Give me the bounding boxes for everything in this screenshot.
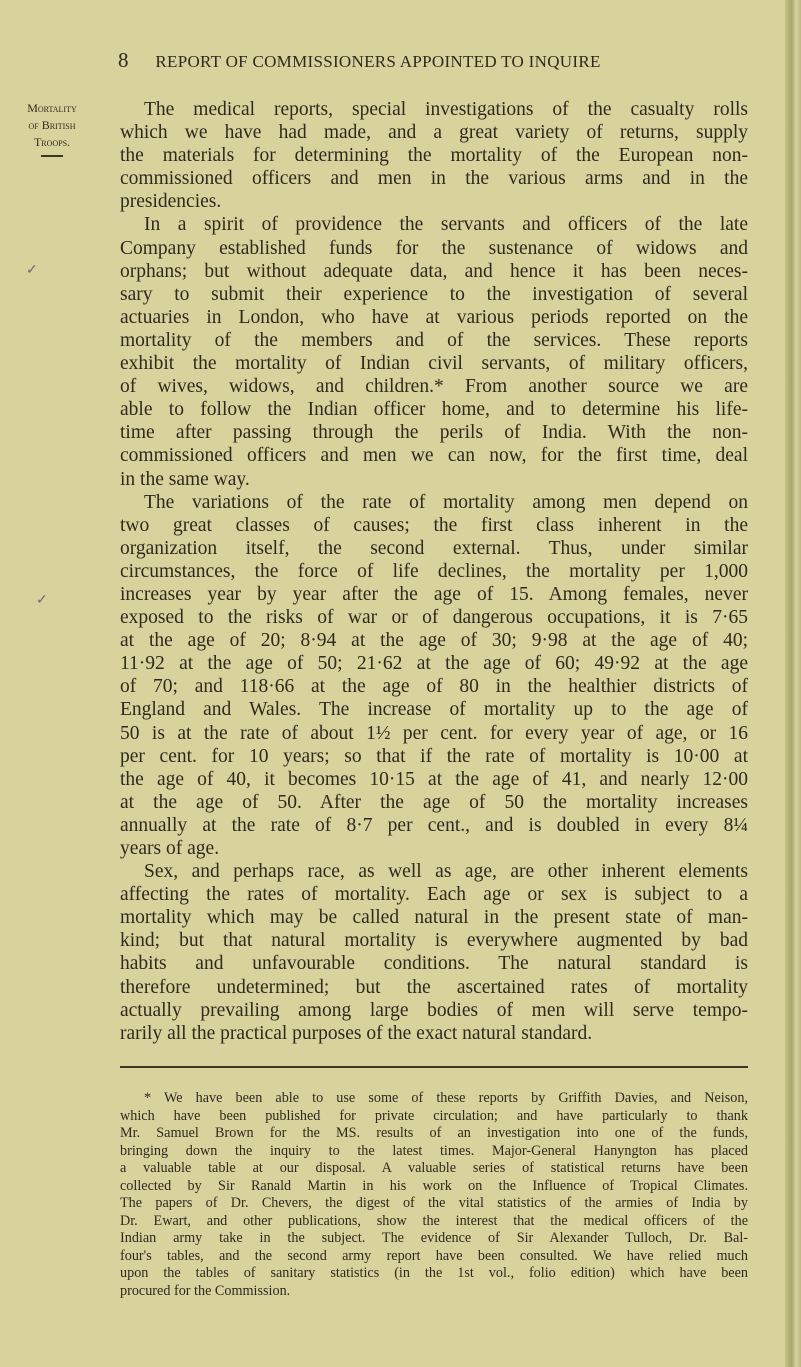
text-line: presidencies. [120,191,222,213]
running-header [118,48,758,73]
text-line: affecting the rates of mortality. Each age or sex is subject to a [120,884,748,906]
margin-note-line: Mortality [27,101,77,115]
text-line: the age of 40, it becomes 10·15 at the age of 41, and nearly 12·00 [120,768,748,790]
text-line: exposed to the risks of war or of dangerous occupations, it is 7·65 [120,607,748,629]
margin-note-line: of British [28,118,76,132]
text-line: kind; but that natural mortality is everywhere augmented by bad [120,930,748,952]
paragraph [120,860,748,1045]
footnote-line: a valuable table at our disposal. A valuable series of statistical returns have been [120,1160,748,1176]
pencil-check-mark: ✓ [36,593,48,608]
margin-dash [41,155,63,157]
text-line: therefore undetermined; but the ascertained rates of mortality [120,976,748,998]
text-line: The variations of the rate of mortality among men depend on [144,491,748,513]
paragraph [120,491,748,861]
footnote-line: which have been published for private circulation; and have particularly to thank [120,1107,748,1124]
footnote-line: Mr. Samuel Brown for the MS. results of an investigation into one of the funds, [120,1125,748,1141]
text-line: circumstances, the force of life declines, the mortality per 1,000 [120,560,748,582]
body-text [120,98,748,1045]
footnote-line: Dr. Ewart, and other publications, show the interest that the medical officers of the [120,1212,748,1229]
margin-note-line: Troops. [33,135,71,149]
text-line: exhibit the mortality of Indian civil servants, of military officers, [120,353,748,375]
text-line: actuaries in London, who have at various periods reported on the [120,306,748,328]
text-line: at the age of 50. After the age of 50 the mortality increases [120,791,748,813]
text-line: The medical reports, special investigations of the casualty rolls [144,99,748,120]
text-line: 11·92 at the age of 50; 21·62 at the age of 60; 49·92 at the age [120,653,748,675]
text-line: years of age. [120,838,220,859]
text-line: annually at the rate of 8·7 per cent., and is doubled in every 8¼ [120,814,748,836]
text-line: of 70; and 118·66 at the age of 80 in the healthier districts of [120,676,748,698]
text-line: 50 is at the rate of about 1½ per cent. for every year of age, or 16 [120,722,748,744]
text-line: which we have had made, and a great variety of returns, supply [120,122,748,144]
paragraph [120,98,748,213]
text-line: two great classes of causes; the first class inherent in the [120,514,748,536]
text-line: at the age of 20; 8·94 at the age of 30; 9·98 at the age of 40; [120,630,748,652]
margin-note [6,100,98,157]
text-line: mortality which may be called natural in the present state of man- [120,907,748,929]
text-line: orphans; but without adequate data, and hence it has been neces- [120,260,748,282]
running-title: REPORT OF COMMISSIONERS APPOINTED TO INQUIRE [155,52,601,71]
text-line: time after passing through the perils of India. With the non- [120,422,748,444]
text-line: commissioned officers and men in the various arms and in the [120,168,748,190]
text-line: of wives, widows, and children.* From another source we are [120,376,748,398]
text-line: England and Wales. The increase of mortality up to the age of [120,699,748,721]
paragraph [120,213,748,490]
footnote-line: * We have been able to use some of these reports by Griffith Davies, and Neison, [144,1090,748,1106]
text-line: sary to submit their experience to the investigation of several [120,283,748,305]
text-line: the materials for determining the mortality of the European non- [120,145,748,167]
text-line: actually prevailing among large bodies of men will serve tempo- [120,999,748,1021]
footnote-line: bringing down the inquiry to the latest times. Major-General Hanyngton has placed [120,1142,748,1159]
pencil-check-mark: ✓ [26,263,38,278]
text-line: habits and unfavourable conditions. The natural standard is [120,953,748,975]
text-line: able to follow the Indian officer home, and to determine his life- [120,399,748,421]
text-line: organization itself, the second external. Thus, under similar [120,537,748,559]
text-line: rarily all the practical purposes of the exact natural standard. [120,1022,593,1044]
footnote-line: four's tables, and the second army report have been consulted. We have relied much [120,1247,748,1264]
footnote-rule [120,1066,748,1068]
text-line: per cent. for 10 years; so that if the rate of mortality is 10·00 at [120,745,748,767]
footnote-line: procured for the Commission. [120,1282,291,1299]
footnote [120,1090,748,1300]
text-line: Company established funds for the sustenance of widows and [120,237,748,259]
book-spine-edge [785,0,801,1367]
text-line: increases year by year after the age of 15. Among females, never [120,583,748,605]
text-line: Sex, and perhaps race, as well as age, are other inherent elements [144,861,748,883]
page-number: 8 [118,48,129,72]
text-line: mortality of the members and of the services. These reports [120,329,748,351]
footnote-line: The papers of Dr. Chevers, the digest of the vital statistics of the armies of India by [120,1195,748,1211]
text-line: In a spirit of providence the servants and officers of the late [144,214,748,236]
footnote-line: Indian army take in the subject. The evidence of Sir Alexander Tulloch, Dr. Bal- [120,1230,748,1246]
text-line: commissioned officers and men we can now, for the first time, deal [120,445,748,467]
footnote-line: collected by Sir Ranald Martin in his work on the Influence of Tropical Climates. [120,1177,748,1194]
text-line: in the same way. [120,468,250,490]
footnote-line: upon the tables of sanitary statistics (in the 1st vol., folio edition) which have been [120,1265,748,1281]
